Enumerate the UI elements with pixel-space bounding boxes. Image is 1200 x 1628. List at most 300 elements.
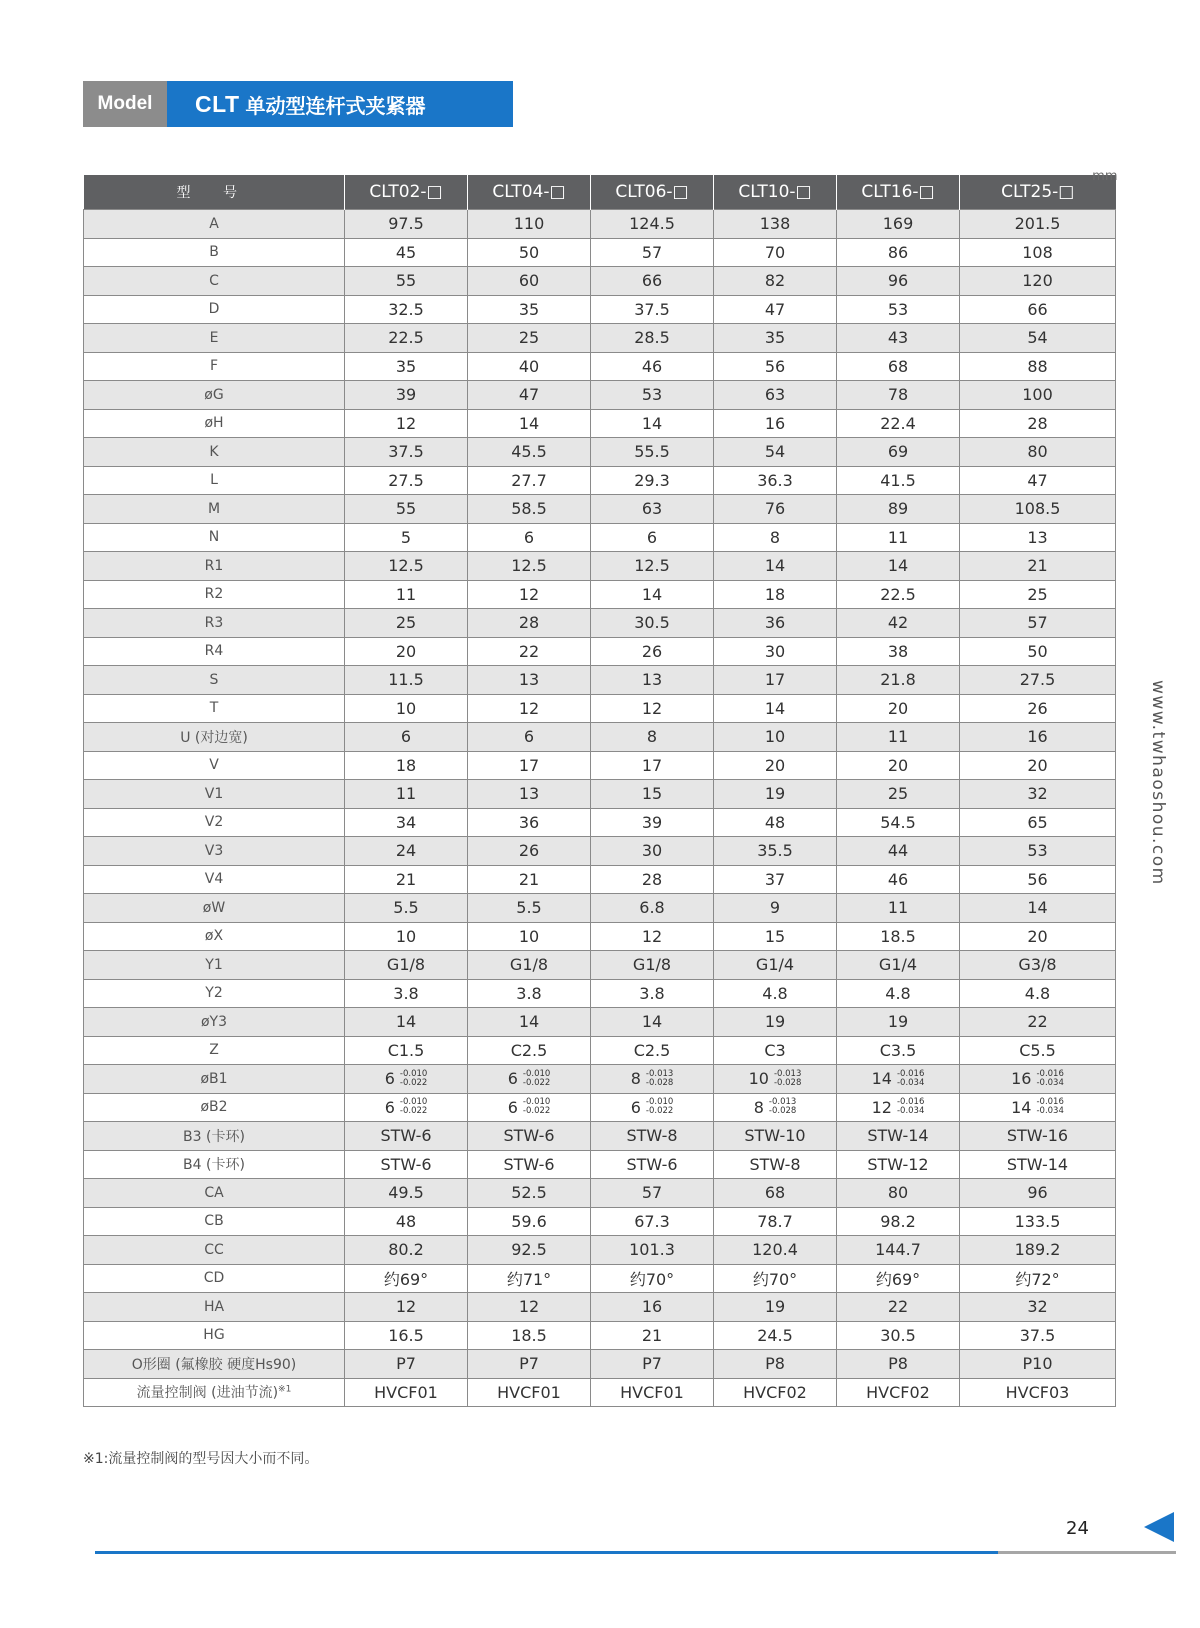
tolerance-cell (468, 1065, 591, 1094)
tolerance-value (754, 1098, 797, 1117)
param-cell: Y2 (84, 979, 345, 1008)
value-cell: 4.8 (960, 979, 1116, 1008)
value-cell: 110 (468, 210, 591, 239)
value-cell: 12 (468, 1293, 591, 1322)
value-cell: 41.5 (837, 466, 960, 495)
tolerance-range (646, 1098, 673, 1116)
nominal-size: 12 (871, 1097, 892, 1117)
tolerance-range (400, 1070, 427, 1088)
value-cell: 26 (468, 837, 591, 866)
value-cell: 40 (468, 352, 591, 381)
param-cell: R3 (84, 609, 345, 638)
table-row (84, 837, 1116, 866)
param-cell: CA (84, 1179, 345, 1208)
value-cell: 78 (837, 381, 960, 410)
tolerance-range (523, 1070, 550, 1088)
table-row (84, 409, 1116, 438)
param-label: 流量控制阀 (进油节流) (136, 1385, 279, 1402)
value-cell: 86 (837, 238, 960, 267)
value-cell: 约72° (960, 1264, 1116, 1293)
value-cell: 11 (837, 723, 960, 752)
value-cell: 3.8 (345, 979, 468, 1008)
footer-line (95, 1551, 998, 1554)
param-cell: E (84, 324, 345, 353)
value-cell: 120.4 (714, 1236, 837, 1265)
value-cell: 50 (960, 637, 1116, 666)
upper-deviation: -0.016 (1036, 1097, 1064, 1108)
value-cell: 57 (591, 1179, 714, 1208)
param-cell: HA (84, 1293, 345, 1322)
param-cell: øB1 (84, 1065, 345, 1094)
tolerance-value (385, 1098, 428, 1117)
tolerance-value (1011, 1069, 1064, 1088)
tolerance-cell (960, 1065, 1116, 1094)
nominal-size: 8 (753, 1097, 764, 1117)
param-cell: O形圈 (氟橡胶 硬度Hs90) (84, 1350, 345, 1379)
value-cell: 43 (837, 324, 960, 353)
param-cell: R2 (84, 580, 345, 609)
value-cell: 89 (837, 495, 960, 524)
value-cell: 82 (714, 267, 837, 296)
param-cell (84, 1378, 345, 1407)
value-cell: 54 (960, 324, 1116, 353)
value-cell: 约70° (714, 1264, 837, 1293)
footnote-marker: ※1 (278, 1384, 292, 1395)
upper-deviation: -0.016 (896, 1097, 925, 1108)
value-cell: 6 (468, 723, 591, 752)
nominal-size: 6 (384, 1097, 395, 1117)
value-cell: 12.5 (468, 552, 591, 581)
value-cell: 76 (714, 495, 837, 524)
table-row (84, 1036, 1116, 1065)
value-cell: 30 (591, 837, 714, 866)
value-cell: 12 (345, 1293, 468, 1322)
value-cell: 12 (591, 694, 714, 723)
value-cell: 68 (714, 1179, 837, 1208)
table-row (84, 1264, 1116, 1293)
value-cell: 27.5 (960, 666, 1116, 695)
value-cell: 11.5 (345, 666, 468, 695)
value-cell: 53 (591, 381, 714, 410)
table-row (84, 1293, 1116, 1322)
value-cell: HVCF01 (591, 1378, 714, 1407)
table-row (84, 1207, 1116, 1236)
value-cell: 24.5 (714, 1321, 837, 1350)
value-cell: 14 (837, 552, 960, 581)
value-cell: 14 (345, 1008, 468, 1037)
param-cell: N (84, 523, 345, 552)
model-column-header: CLT04-□ (468, 175, 591, 210)
param-cell: S (84, 666, 345, 695)
value-cell: 6 (345, 723, 468, 752)
value-cell: 35 (345, 352, 468, 381)
value-cell: 32.5 (345, 295, 468, 324)
value-cell: 15 (714, 922, 837, 951)
param-cell: øB2 (84, 1093, 345, 1122)
value-cell: P7 (468, 1350, 591, 1379)
value-cell: 5.5 (345, 894, 468, 923)
product-title (167, 81, 513, 127)
table-row (84, 438, 1116, 467)
value-cell: 70 (714, 238, 837, 267)
value-cell: 100 (960, 381, 1116, 410)
param-cell: Y1 (84, 951, 345, 980)
table-row (84, 552, 1116, 581)
value-cell: 16.5 (345, 1321, 468, 1350)
table-row (84, 238, 1116, 267)
value-cell: 21 (468, 865, 591, 894)
param-cell: B4 (卡环) (84, 1150, 345, 1179)
value-cell: 60 (468, 267, 591, 296)
value-cell: 54.5 (837, 808, 960, 837)
tolerance-cell (714, 1093, 837, 1122)
value-cell: C3.5 (837, 1036, 960, 1065)
tolerance-cell (591, 1093, 714, 1122)
upper-deviation: -0.013 (768, 1097, 797, 1108)
value-cell: 108.5 (960, 495, 1116, 524)
value-cell: 10 (345, 922, 468, 951)
tolerance-value (872, 1069, 925, 1088)
lower-deviation: -0.034 (1036, 1077, 1064, 1088)
tolerance-value (631, 1098, 674, 1117)
value-cell: 25 (468, 324, 591, 353)
value-cell: 14 (960, 894, 1116, 923)
param-cell: F (84, 352, 345, 381)
value-cell: 92.5 (468, 1236, 591, 1265)
value-cell: 80 (960, 438, 1116, 467)
value-cell: HVCF03 (960, 1378, 1116, 1407)
value-cell: 22.5 (837, 580, 960, 609)
value-cell: 101.3 (591, 1236, 714, 1265)
value-cell: 18 (345, 751, 468, 780)
tolerance-range (897, 1070, 924, 1088)
value-cell: 144.7 (837, 1236, 960, 1265)
param-cell: Z (84, 1036, 345, 1065)
value-cell: 169 (837, 210, 960, 239)
value-cell: C3 (714, 1036, 837, 1065)
value-cell: G3/8 (960, 951, 1116, 980)
value-cell: 37.5 (345, 438, 468, 467)
table-body (84, 210, 1116, 1407)
value-cell: 20 (837, 751, 960, 780)
value-cell: 80 (837, 1179, 960, 1208)
page-number: 24 (1066, 1518, 1089, 1539)
lower-deviation: -0.034 (896, 1077, 925, 1088)
nominal-size: 16 (1011, 1069, 1032, 1089)
value-cell: 120 (960, 267, 1116, 296)
value-cell: 12.5 (345, 552, 468, 581)
tolerance-value (508, 1069, 551, 1088)
param-cell: T (84, 694, 345, 723)
value-cell: STW-6 (468, 1122, 591, 1151)
nominal-size: 6 (507, 1097, 518, 1117)
value-cell: 37 (714, 865, 837, 894)
value-cell: 25 (960, 580, 1116, 609)
value-cell: 17 (714, 666, 837, 695)
value-cell: 16 (714, 409, 837, 438)
table-row (84, 637, 1116, 666)
footer-line-end (998, 1551, 1176, 1554)
table-row (84, 1008, 1116, 1037)
param-cell: CD (84, 1264, 345, 1293)
value-cell: 108 (960, 238, 1116, 267)
value-cell: 55 (345, 495, 468, 524)
param-cell: A (84, 210, 345, 239)
value-cell: P7 (591, 1350, 714, 1379)
value-cell: 54 (714, 438, 837, 467)
tolerance-cell (837, 1065, 960, 1094)
param-cell: K (84, 438, 345, 467)
table-row (84, 1093, 1116, 1122)
param-cell: V1 (84, 780, 345, 809)
value-cell: 35 (714, 324, 837, 353)
value-cell: 63 (591, 495, 714, 524)
value-cell: G1/8 (345, 951, 468, 980)
value-cell: 47 (960, 466, 1116, 495)
value-cell: 96 (837, 267, 960, 296)
value-cell: 49.5 (345, 1179, 468, 1208)
table-row (84, 694, 1116, 723)
value-cell: 11 (345, 580, 468, 609)
value-cell: 6.8 (591, 894, 714, 923)
tolerance-value (508, 1098, 551, 1117)
lower-deviation: -0.028 (645, 1077, 674, 1088)
value-cell: 133.5 (960, 1207, 1116, 1236)
model-column-header: CLT02-□ (345, 175, 468, 210)
value-cell: 11 (345, 780, 468, 809)
value-cell: 11 (837, 894, 960, 923)
value-cell: 37.5 (591, 295, 714, 324)
table-row (84, 780, 1116, 809)
value-cell: 34 (345, 808, 468, 837)
param-column-header: 型 号 (84, 175, 345, 210)
value-cell: 39 (591, 808, 714, 837)
tolerance-value (872, 1098, 925, 1117)
value-cell: 12 (468, 694, 591, 723)
table-row (84, 865, 1116, 894)
value-cell: HVCF02 (714, 1378, 837, 1407)
value-cell: 27.7 (468, 466, 591, 495)
table-row (84, 1350, 1116, 1379)
value-cell: 138 (714, 210, 837, 239)
value-cell: 44 (837, 837, 960, 866)
value-cell: 4.8 (837, 979, 960, 1008)
lower-deviation: -0.034 (1036, 1106, 1064, 1117)
value-cell: 12 (591, 922, 714, 951)
value-cell: 6 (591, 523, 714, 552)
value-cell: 201.5 (960, 210, 1116, 239)
table-header-row (84, 175, 1116, 210)
value-cell: HVCF01 (468, 1378, 591, 1407)
upper-deviation: -0.013 (645, 1068, 674, 1079)
value-cell: 35 (468, 295, 591, 324)
value-cell: 14 (714, 552, 837, 581)
value-cell: 22.5 (345, 324, 468, 353)
value-cell: 约69° (345, 1264, 468, 1293)
value-cell: 63 (714, 381, 837, 410)
value-cell: 3.8 (591, 979, 714, 1008)
param-cell: HG (84, 1321, 345, 1350)
value-cell: 16 (591, 1293, 714, 1322)
value-cell: 48 (345, 1207, 468, 1236)
value-cell: 8 (714, 523, 837, 552)
value-cell: 20 (960, 922, 1116, 951)
value-cell: 13 (468, 666, 591, 695)
tolerance-range (774, 1070, 801, 1088)
value-cell: 3.8 (468, 979, 591, 1008)
value-cell: 30 (714, 637, 837, 666)
table-row (84, 609, 1116, 638)
value-cell: 66 (591, 267, 714, 296)
value-cell: 20 (837, 694, 960, 723)
table-row (84, 295, 1116, 324)
param-cell: V2 (84, 808, 345, 837)
product-code: CLT (195, 90, 240, 117)
value-cell: 4.8 (714, 979, 837, 1008)
value-cell: 5 (345, 523, 468, 552)
value-cell: 27.5 (345, 466, 468, 495)
table-row (84, 352, 1116, 381)
table-row (84, 979, 1116, 1008)
value-cell: 69 (837, 438, 960, 467)
tolerance-value (631, 1069, 674, 1088)
value-cell: 80.2 (345, 1236, 468, 1265)
model-column-header-label: CLT25-□ (1001, 182, 1075, 202)
upper-deviation: -0.010 (522, 1068, 551, 1079)
table-row (84, 210, 1116, 239)
model-header-bar (83, 81, 513, 127)
value-cell: 10 (468, 922, 591, 951)
tolerance-cell (468, 1093, 591, 1122)
value-cell: 13 (591, 666, 714, 695)
value-cell: P10 (960, 1350, 1116, 1379)
value-cell: 53 (960, 837, 1116, 866)
value-cell: 78.7 (714, 1207, 837, 1236)
value-cell: C2.5 (468, 1036, 591, 1065)
value-cell: STW-6 (468, 1150, 591, 1179)
value-cell: 32 (960, 780, 1116, 809)
value-cell: 56 (960, 865, 1116, 894)
table-row (84, 723, 1116, 752)
value-cell: G1/8 (591, 951, 714, 980)
nominal-size: 6 (384, 1069, 395, 1089)
table-row (84, 495, 1116, 524)
value-cell: 22 (837, 1293, 960, 1322)
spec-table (83, 169, 1118, 1407)
value-cell: 21.8 (837, 666, 960, 695)
lower-deviation: -0.028 (768, 1106, 797, 1117)
value-cell: 14 (468, 1008, 591, 1037)
tolerance-cell (714, 1065, 837, 1094)
table-row (84, 267, 1116, 296)
tolerance-cell (591, 1065, 714, 1094)
value-cell: 189.2 (960, 1236, 1116, 1265)
value-cell: C2.5 (591, 1036, 714, 1065)
value-cell: 88 (960, 352, 1116, 381)
value-cell: HVCF02 (837, 1378, 960, 1407)
value-cell: 28.5 (591, 324, 714, 353)
value-cell: STW-12 (837, 1150, 960, 1179)
value-cell: 20 (714, 751, 837, 780)
value-cell: STW-14 (960, 1150, 1116, 1179)
value-cell: 28 (468, 609, 591, 638)
table-row (84, 1236, 1116, 1265)
value-cell: 35.5 (714, 837, 837, 866)
value-cell: STW-8 (591, 1122, 714, 1151)
value-cell: 14 (591, 1008, 714, 1037)
value-cell: 26 (960, 694, 1116, 723)
table-row (84, 922, 1116, 951)
value-cell: 124.5 (591, 210, 714, 239)
value-cell: 45.5 (468, 438, 591, 467)
value-cell: 28 (960, 409, 1116, 438)
tolerance-range (1036, 1098, 1063, 1116)
table-row (84, 580, 1116, 609)
value-cell: 15 (591, 780, 714, 809)
param-cell: CB (84, 1207, 345, 1236)
value-cell: HVCF01 (345, 1378, 468, 1407)
value-cell: C1.5 (345, 1036, 468, 1065)
upper-deviation: -0.010 (645, 1097, 674, 1108)
value-cell: 9 (714, 894, 837, 923)
tolerance-cell (345, 1065, 468, 1094)
value-cell: 28 (591, 865, 714, 894)
table-row (84, 1122, 1116, 1151)
value-cell: 18.5 (468, 1321, 591, 1350)
value-cell: 10 (345, 694, 468, 723)
upper-deviation: -0.010 (399, 1068, 428, 1079)
value-cell: G1/8 (468, 951, 591, 980)
param-cell: M (84, 495, 345, 524)
product-name: 单动型连杆式夹紧器 (245, 93, 426, 118)
value-cell: 52.5 (468, 1179, 591, 1208)
param-cell: U (对边宽) (84, 723, 345, 752)
table-row (84, 466, 1116, 495)
value-cell: 45 (345, 238, 468, 267)
lower-deviation: -0.022 (522, 1106, 551, 1117)
value-cell: 12 (468, 580, 591, 609)
value-cell: 18 (714, 580, 837, 609)
upper-deviation: -0.010 (522, 1097, 551, 1108)
value-cell: C5.5 (960, 1036, 1116, 1065)
value-cell: 36 (714, 609, 837, 638)
table-row (84, 894, 1116, 923)
value-cell: 32 (960, 1293, 1116, 1322)
model-column-header: CLT06-□ (591, 175, 714, 210)
table-row (84, 1179, 1116, 1208)
nominal-size: 14 (871, 1069, 892, 1089)
tolerance-value (385, 1069, 428, 1088)
tolerance-range (523, 1098, 550, 1116)
tolerance-cell (345, 1093, 468, 1122)
value-cell: 19 (714, 780, 837, 809)
table-row (84, 751, 1116, 780)
value-cell: 25 (345, 609, 468, 638)
model-column-header (960, 169, 1118, 210)
value-cell: 14 (468, 409, 591, 438)
value-cell: 10 (714, 723, 837, 752)
nominal-size: 6 (630, 1097, 641, 1117)
value-cell: 97.5 (345, 210, 468, 239)
value-cell: P7 (345, 1350, 468, 1379)
value-cell: 56 (714, 352, 837, 381)
value-cell: 5.5 (468, 894, 591, 923)
value-cell: 68 (837, 352, 960, 381)
value-cell: 19 (714, 1008, 837, 1037)
value-cell: 12 (345, 409, 468, 438)
value-cell: 12.5 (591, 552, 714, 581)
value-cell: 46 (837, 865, 960, 894)
